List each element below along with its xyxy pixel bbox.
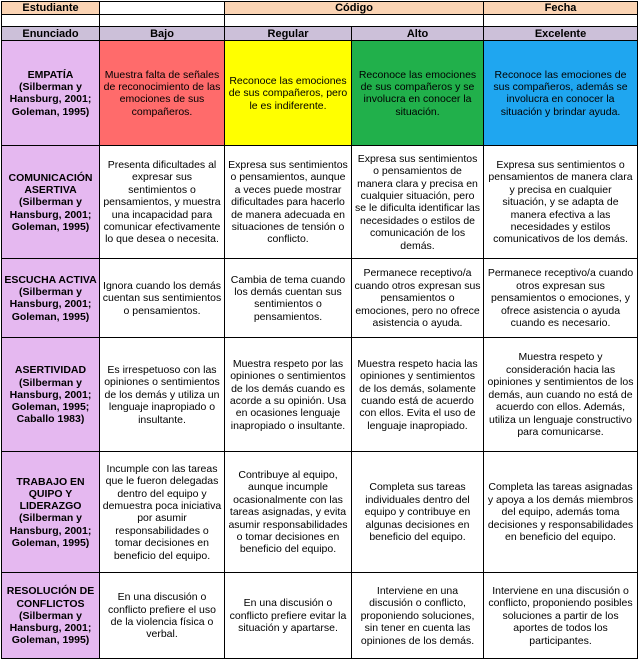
table-row xyxy=(2,338,638,452)
level-alto-cell: Reconoce las emociones de sus compañeros y se involucra en conocer la situación. xyxy=(352,41,484,146)
level-bajo-cell: Ignora cuando los demás cuentan sus sentimientos o pensamientos. xyxy=(100,259,225,338)
header-regular: Regular xyxy=(225,27,352,41)
spacer-cell xyxy=(100,15,225,27)
criterion-cell xyxy=(2,259,100,338)
table-row xyxy=(2,573,638,659)
level-regular-cell: Contribuye al equipo, aunque incumple ocasionalmente con las tareas asignadas, y evita asumir responsabilidades o tomar decisiones en beneficio del equipo. xyxy=(225,452,352,573)
student-values-row xyxy=(2,15,638,27)
column-header-row xyxy=(2,27,638,41)
criterion-name: TRABAJO EN QUIPO Y LIDERAZGO xyxy=(16,475,85,513)
level-bajo-cell: Presenta dificultades al expresar sus sentimientos o pensamientos, y muestra una incapacidad para comunicar efectivamente lo que desea o necesita. xyxy=(100,146,225,259)
criterion-name: RESOLUCIÓN DE CONFLICTOS xyxy=(6,585,95,610)
level-regular-cell: Reconoce las emociones de sus compañeros, pero le es indiferente. xyxy=(225,41,352,146)
codigo-label: Código xyxy=(225,2,484,15)
criterion-cell xyxy=(2,338,100,452)
student-info-row xyxy=(2,2,638,15)
criterion-source: (Silberman y Hansburg, 2001; Goleman, 1995) xyxy=(9,286,92,323)
header-enunciado: Enunciado xyxy=(2,27,100,41)
level-bajo-cell: Muestra falta de señales de reconocimiento de las emociones de sus compañeros. xyxy=(100,41,225,146)
criterion-source: (Silberman y Hansburg, 2001; Goleman, 1995) xyxy=(9,609,92,647)
criterion-cell xyxy=(2,146,100,259)
spacer-cell xyxy=(2,15,100,27)
level-alto-cell: Permanece receptivo/a cuando otros expresan sus pensamientos o emociones, pero no ofrece asistencia o ayuda. xyxy=(352,259,484,338)
criterion-name: COMUNICACIÓN ASERTIVA xyxy=(8,171,93,197)
level-alto-cell: Expresa sus sentimientos o pensamientos de manera clara y precisa en cualquier situación, pero se le dificulta identificar las necesidades o estilos de comunicación de los demás. xyxy=(352,146,484,259)
level-excelente-cell: Completa las tareas asignadas y apoya a los demás miembros del equipo, además toma decisiones y responsabilidades en beneficio del equipo. xyxy=(484,452,638,573)
criterion-source: (Silberman y Hansburg, 2001; Goleman, 1995) xyxy=(9,81,92,118)
table-row xyxy=(2,452,638,573)
criterion-source: (Silberman y Hansburg, 2001; Goleman, 1995) xyxy=(9,512,92,549)
header-alto: Alto xyxy=(352,27,484,41)
criterion-name: ASERTIVIDAD xyxy=(14,364,87,377)
level-excelente-cell: Permanece receptivo/a cuando otros expresan sus pensamientos o emociones, y ofrece asistencia o ayuda cuando es necesario. xyxy=(484,259,638,338)
level-alto-cell: Interviene en una discusión o conflicto, proponiendo soluciones, sin tener en cuenta las opiniones de los demás. xyxy=(352,573,484,659)
fecha-label: Fecha xyxy=(484,2,638,15)
estudiante-value-cell[interactable] xyxy=(100,2,225,15)
level-alto-cell: Completa sus tareas individuales dentro del equipo y contribuye en algunas decisiones en beneficio del equipo. xyxy=(352,452,484,573)
criterion-cell xyxy=(2,452,100,573)
level-bajo-cell: Incumple con las tareas que le fueron delegadas dentro del equipo y demuestra poca iniciativa por asumir responsabilidades o tomar decisiones en beneficio del equipo. xyxy=(100,452,225,573)
level-excelente-cell: Expresa sus sentimientos o pensamientos de manera clara y precisa en cualquier situación, y se adapta de manera efectiva a las necesidades y estilos comunicativos de los demás. xyxy=(484,146,638,259)
criterion-source: (Silberman y Hansburg, 2001; Goleman, 1995; Caballo 1983) xyxy=(9,376,92,426)
level-excelente-cell: Interviene en una discusión o conflicto, proponiendo posibles soluciones a partir de los aportes de todos los participantes. xyxy=(484,573,638,659)
fecha-value-cell[interactable] xyxy=(484,15,638,27)
header-bajo: Bajo xyxy=(100,27,225,41)
level-regular-cell: Expresa sus sentimientos o pensamientos, aunque a veces puede mostrar dificultades para hacerlo de manera adecuada en situaciones de tensión o conflicto. xyxy=(225,146,352,259)
level-regular-cell: En una discusión o conflicto prefiere evitar la situación y apartarse. xyxy=(225,573,352,659)
header-excelente: Excelente xyxy=(484,27,638,41)
criterion-name: ESCUCHA ACTIVA xyxy=(4,274,97,286)
rubric-table xyxy=(1,1,638,659)
level-excelente-cell: Reconoce las emociones de sus compañeros, además se involucra en conocer la situación y brindar ayuda. xyxy=(484,41,638,146)
level-bajo-cell: Es irrespetuoso con las opiniones o sentimientos de los demás y utiliza un lenguaje inapropiado o insultante. xyxy=(100,338,225,452)
level-bajo-cell: En una discusión o conflicto prefiere el uso de la violencia física o verbal. xyxy=(100,573,225,659)
codigo-value-cell[interactable] xyxy=(225,15,484,27)
table-row xyxy=(2,146,638,259)
criterion-name: EMPATÍA xyxy=(27,69,74,81)
level-regular-cell: Muestra respeto por las opiniones o sentimientos de los demás cuando es acorde a su opinión. Usa en ocasiones lenguaje inapropiado o insultante. xyxy=(225,338,352,452)
level-excelente-cell: Muestra respeto y consideración hacia las opiniones y sentimientos de los demás, aun cuando no está de acuerdo con ellos. Además, utiliza un lenguaje constructivo para comunicarse. xyxy=(484,338,638,452)
criterion-source: (Silberman y Hansburg, 2001; Goleman, 1995) xyxy=(9,196,92,233)
criterion-cell xyxy=(2,573,100,659)
level-regular-cell: Cambia de tema cuando los demás cuentan sus sentimientos o pensamientos. xyxy=(225,259,352,338)
criterion-cell xyxy=(2,41,100,146)
level-alto-cell: Muestra respeto hacia las opiniones y sentimientos de los demás, solamente cuando está de acuerdo con ellos. Evita el uso de lenguaje inapropiado. xyxy=(352,338,484,452)
estudiante-label: Estudiante xyxy=(2,2,100,15)
table-row xyxy=(2,41,638,146)
table-row xyxy=(2,259,638,338)
